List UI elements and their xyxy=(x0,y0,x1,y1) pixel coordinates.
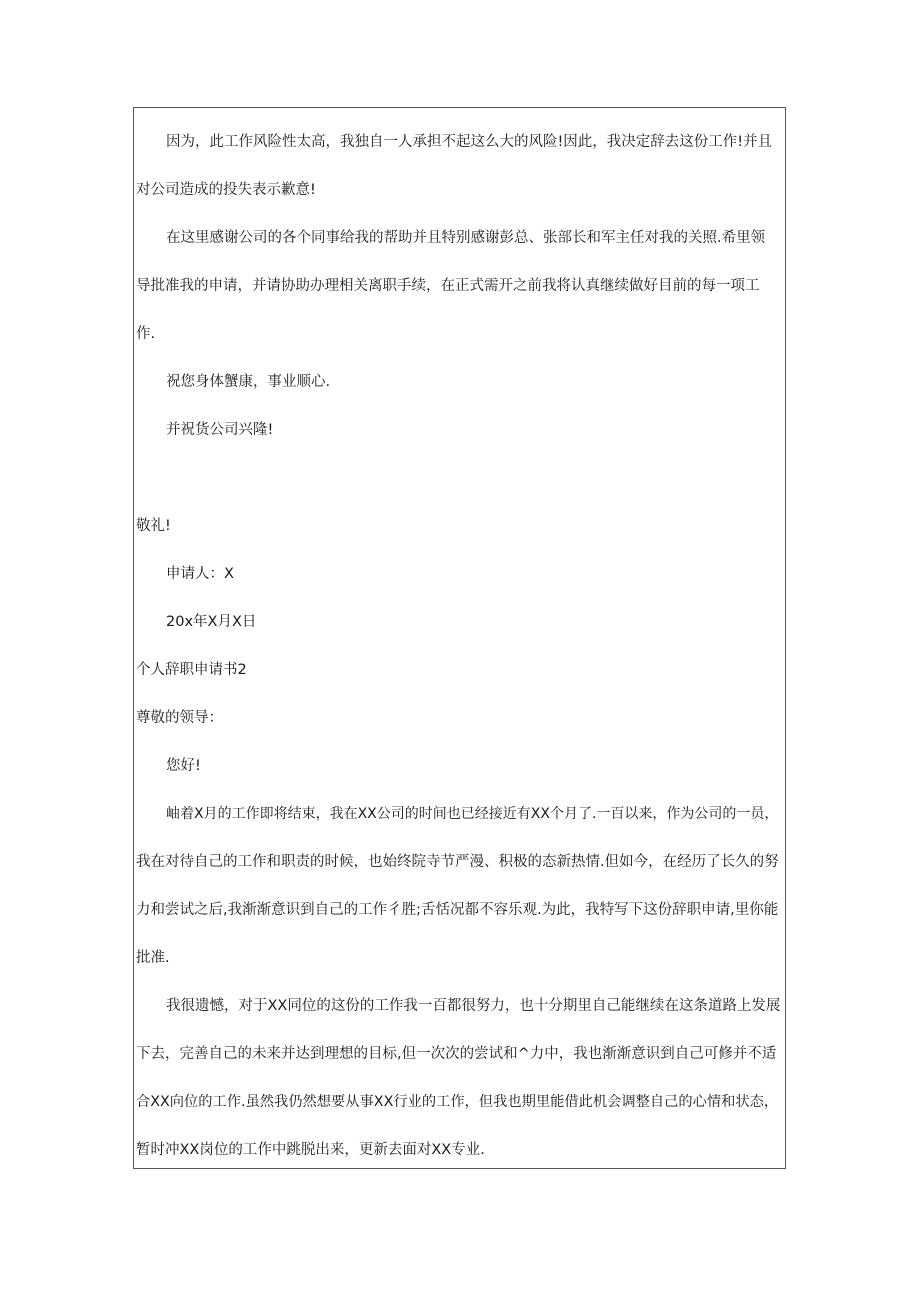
date-line: 20x年X月X日 xyxy=(166,614,257,630)
paragraph-line: 在这里感谢公司的各个同事给我的帮助并且特别感谢彭总、张部长和军主任对我的关照.希里领 xyxy=(166,230,766,246)
closing-salutation: 敬礼! xyxy=(136,518,171,534)
paragraph-line: 祝您身体蟹康，事业顺心. xyxy=(166,374,331,390)
paragraph-line: 下去，完善自己的未来并达到理想的目标,但一次次的尝试和^力中，我也渐渐意识到自己可修并不适 xyxy=(136,1046,777,1062)
paragraph-line: 我很遗憾，对于XX同位的这份的工作我一百都很努力，也十分期里自己能继续在这条道路上发展 xyxy=(166,998,781,1014)
paragraph-line: 我在对待自己的工作和职责的时候，也始终院寺节严漫、积极的态新热情.但如今，在经历了长久的努 xyxy=(136,854,779,870)
paragraph-line: 对公司造成的投失表示歉意! xyxy=(136,182,316,198)
paragraph-line: 并祝货公司兴隆! xyxy=(166,422,274,438)
paragraph-line: 合XX向位的工作.虽然我仍然想要从事XX行业的工作，但我也期里能借此机会调整自己的心情和状态， xyxy=(136,1094,779,1110)
paragraph-line: 批准. xyxy=(136,950,170,966)
paragraph-line: 因为，此工作风险性太高，我独自一人承担不起这么大的风险!因此，我决定辞去这份工作!并且 xyxy=(166,134,773,150)
paragraph-line: 导批准我的申请，并请协助办理相关离职手续，在正式需开之前我将认真继续做好目前的每一项工 xyxy=(136,278,760,294)
paragraph-line: 岫着X月的工作即将结束，我在XX公司的时间也已经接近有XX个月了.一百以来，作为公司的一员， xyxy=(166,806,779,822)
paragraph-line: 力和尝试之后,我渐渐意识到自己的工作彳胜;舌恬况都不容乐观.为此，我特写下这份辞职申请,里你能 xyxy=(136,902,779,918)
applicant-line: 申请人：X xyxy=(166,566,234,582)
greeting-line: 尊敬的领导： xyxy=(136,710,223,726)
paragraph-line: 您好! xyxy=(166,758,201,774)
paragraph-line: 作. xyxy=(136,326,156,342)
section-title: 个人辞职申请书2 xyxy=(136,662,247,678)
paragraph-line: 暂时冲XX岗位的工作中跳脱出来，更新去面对XX专业. xyxy=(136,1142,485,1158)
